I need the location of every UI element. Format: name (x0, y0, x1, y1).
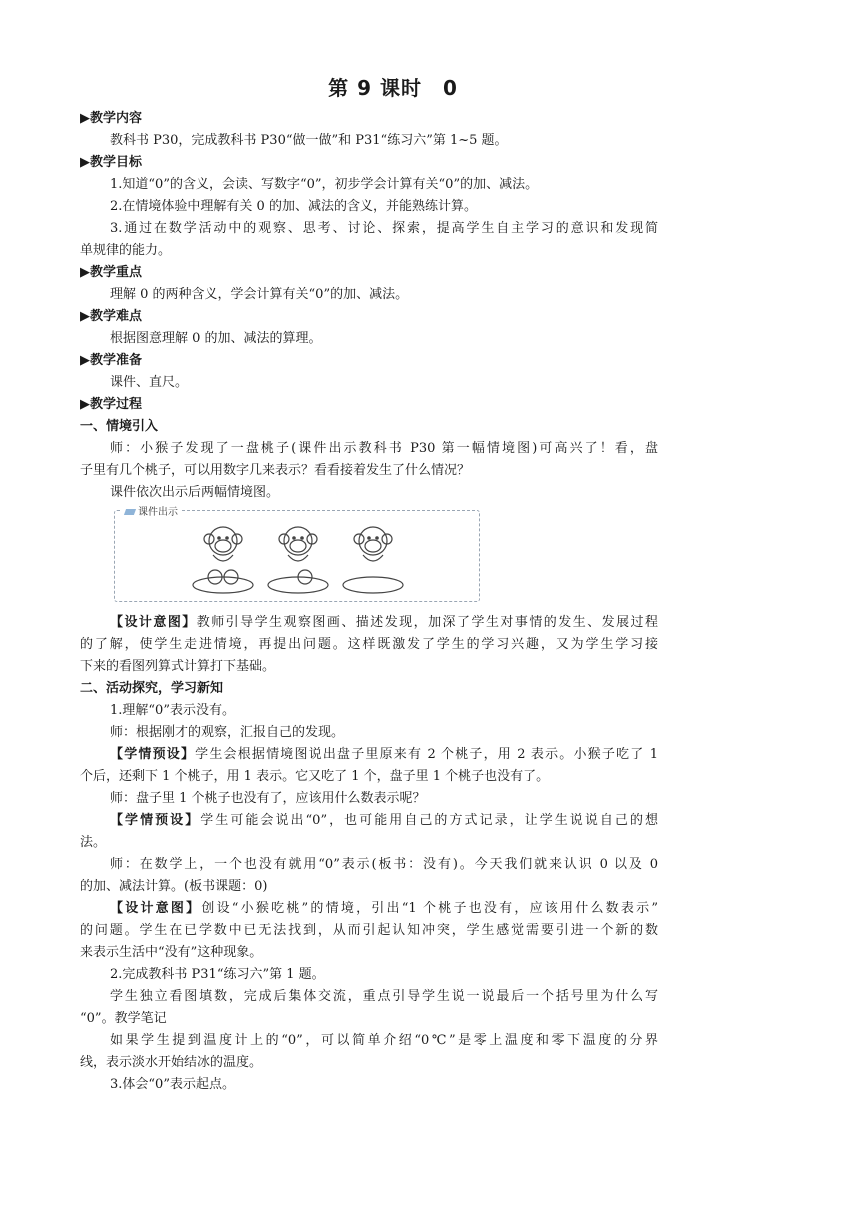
paragraph: 课件、直尺。 (110, 375, 189, 390)
paragraph: 师：根据刚才的观察，汇报自己的发现。 (110, 725, 345, 740)
paragraph: 教科书 P30，完成教科书 P30“做一做”和 P31“练习六”第 1~5 题。 (110, 133, 508, 148)
goal-item: 2.在情境体验中理解有关 0 的加、减法的含义，并能熟练计算。 (110, 199, 477, 214)
design-intent-cont: 的问题。学生在已学数中已无法找到，从而引起认知冲突，学生感觉需要引进一个新的数 (80, 923, 658, 938)
step-item: 3.体会“0”表示起点。 (110, 1077, 235, 1092)
courseware-figure (114, 507, 480, 602)
student-prediction: 【学情预设】学生会根据情境图说出盘子里原来有 2 个桃子，用 2 表示。小猴子吃了 1 (110, 747, 658, 762)
student-prediction: 【学情预设】学生可能会说出“0”，也可能用自己的方式记录，让学生说说自己的想 (110, 813, 658, 828)
goal-item: 3.通过在数学活动中的观察、思考、讨论、探索，提高学生自主学习的意识和发现简 (110, 221, 658, 236)
design-intent-cont: 来表示生活中“没有”这种现象。 (80, 945, 263, 960)
paragraph: 师：盘子里 1 个桃子也没有了，应该用什么数表示呢？ (110, 791, 426, 806)
heading-teaching-content: ▶教学内容 (80, 111, 142, 126)
heading-part-1: 一、情境引入 (80, 419, 159, 434)
paragraph: 课件依次出示后两幅情境图。 (110, 485, 280, 500)
paragraph-cont: 线，表示淡水开始结冰的温度。 (80, 1055, 263, 1070)
step-item: 2.完成教科书 P31“练习六”第 1 题。 (110, 967, 325, 982)
paragraph: 学生独立看图填数，完成后集体交流，重点引导学生说一说最后一个括号里为什么写 (110, 989, 658, 1004)
heading-difficulties: ▶教学难点 (80, 309, 142, 324)
design-intent: 【设计意图】创设“小猴吃桃”的情境，引出“1 个桃子也没有，应该用什么数表示” (110, 901, 658, 916)
paragraph-cont: 子里有几个桃子，可以用数字几来表示？看看接着发生了什么情况？ (80, 463, 471, 478)
monkey-eating-peaches-illustration (183, 519, 413, 597)
document-body (80, 108, 658, 1096)
paragraph: 如果学生提到温度计上的“0”，可以简单介绍“0℃”是零上温度和零下温度的分界 (110, 1033, 658, 1048)
student-prediction-cont: 个后，还剩下 1 个桃子，用 1 表示。它又吃了 1 个，盘子里 1 个桃子也没有了。 (80, 769, 550, 784)
heading-key-points: ▶教学重点 (80, 265, 142, 280)
paragraph: 师：小猴子发现了一盘桃子(课件出示教科书 P30 第一幅情境图)可高兴了！看，盘 (110, 441, 658, 456)
design-intent: 【设计意图】教师引导学生观察图画、描述发现，加深了学生对事情的发生、发展过程 (110, 615, 658, 630)
step-item: 1.理解“0”表示没有。 (110, 703, 235, 718)
goal-item-cont: 单规律的能力。 (80, 243, 172, 258)
paragraph: 理解 0 的两种含义，学会计算有关“0”的加、减法。 (110, 287, 409, 302)
paragraph-cont: “0”。教学笔记 (80, 1011, 167, 1026)
design-intent-cont: 的了解，使学生走进情境，再提出问题。这样既激发了学生的学习兴趣，又为学生学习接 (80, 637, 658, 652)
paragraph: 根据图意理解 0 的加、减法的算理。 (110, 331, 322, 346)
goal-item: 1.知道“0”的含义，会读、写数字“0”，初步学会计算有关“0”的加、减法。 (110, 177, 539, 192)
heading-teaching-goals: ▶教学目标 (80, 155, 142, 170)
heading-process: ▶教学过程 (80, 397, 142, 412)
figure-label: 课件出示 (121, 503, 182, 518)
heading-preparation: ▶教学准备 (80, 353, 142, 368)
paragraph-cont: 的加、减法计算。(板书课题：0) (80, 879, 268, 894)
design-intent-cont: 下来的看图列算式计算打下基础。 (80, 659, 276, 674)
student-prediction-cont: 法。 (80, 835, 107, 850)
paragraph: 师：在数学上，一个也没有就用“0”表示(板书：没有)。今天我们就来认识 0 以及 0 (110, 857, 658, 872)
page-title: 第 9 课时 0 (328, 76, 458, 100)
heading-part-2: 二、活动探究，学习新知 (80, 681, 224, 696)
